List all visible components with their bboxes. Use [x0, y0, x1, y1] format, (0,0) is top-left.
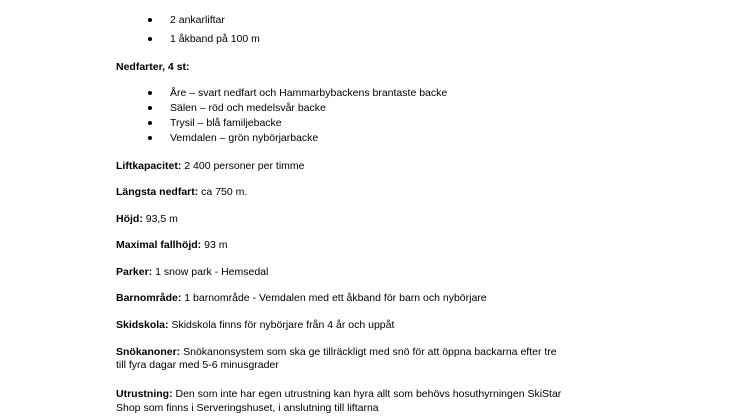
info-capacity: Liftkapacitet: 2 400 personer per timme	[116, 160, 305, 172]
cut-off-text-fragment	[116, 0, 126, 1]
bullet	[148, 106, 152, 110]
bullet	[148, 37, 152, 41]
info-equipment: Utrustning: Den som inte har egen utrustning kan hyra allt som behövs hosuthyrningen SkiStar	[116, 388, 562, 400]
list-item: 2 ankarliftar	[170, 14, 225, 26]
list-item: Sälen – röd och medelsvår backe	[170, 102, 326, 114]
list-item: 1 åkband på 100 m	[170, 33, 260, 45]
bullet	[148, 91, 152, 95]
section-heading-slopes: Nedfarter, 4 st:	[116, 61, 190, 73]
info-vertical-drop: Maximal fallhöjd: 93 m	[116, 239, 228, 251]
bullet	[148, 136, 152, 140]
info-snow-cannons-line2: till fyra dagar med 5-6 minusgrader	[116, 359, 279, 371]
info-snow-cannons: Snökanoner: Snökanonsystem som ska ge tillräckligt med snö för att öppna backarna efter tre	[116, 346, 557, 358]
info-parks: Parker: 1 snow park - Hemsedal	[116, 266, 269, 278]
bullet	[148, 121, 152, 125]
info-equipment-line2: Shop som finns i Serveringshuset, i anslutning till liftarna	[116, 402, 379, 414]
list-item: Vemdalen – grön nybörjarbacke	[170, 132, 319, 144]
info-kids-area: Barnområde: 1 barnområde - Vemdalen med ett åkband för barn och nybörjare	[116, 292, 487, 304]
list-item: Trysil – blå familjebacke	[170, 117, 282, 129]
info-longest-slope: Längsta nedfart: ca 750 m.	[116, 186, 248, 198]
bullet	[148, 18, 152, 22]
info-ski-school: Skidskola: Skidskola finns för nybörjare från 4 år och uppåt	[116, 319, 395, 331]
info-height: Höjd: 93,5 m	[116, 213, 178, 225]
list-item: Åre – svart nedfart och Hammarbybackens brantaste backe	[170, 87, 448, 99]
